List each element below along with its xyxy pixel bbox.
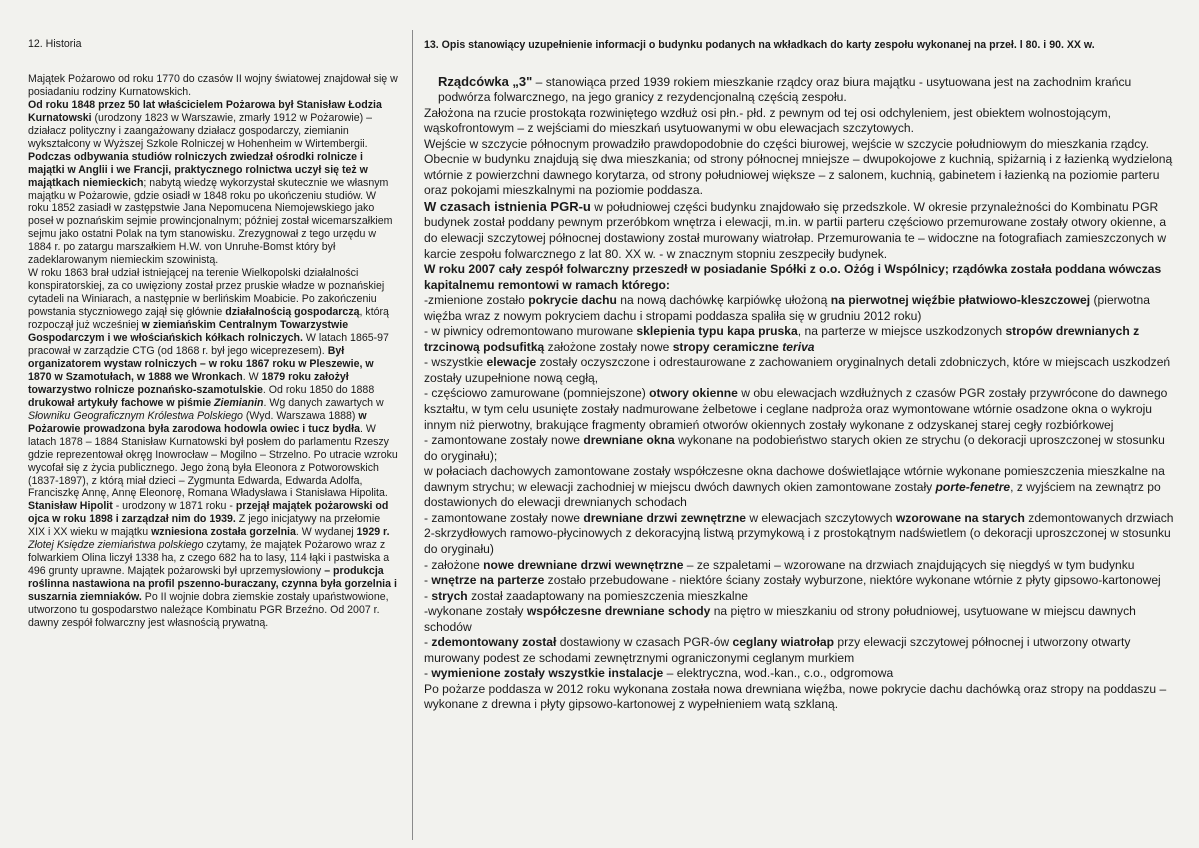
- text-run: – stanowiąca przed 1939 rokiem mieszkanie rządcy oraz biura majątku - usytuowana jest na zachodnim krańcu podwórza folwarcznego, na jego granicy z rezydencjonalną częścią zespołu.: [438, 74, 1132, 105]
- description-paragraph: [424, 293, 1176, 324]
- text-run: . Od roku 1850 do 1888: [262, 383, 375, 396]
- text-run: Majątek Pożarowo od roku 1770 do czasów II wojny światowej znajdował się w posiadaniu rodziny Kurnatowskich.: [28, 72, 398, 98]
- text-run: Z jego inicjatywy na przełomie XIX i XX wieku w majątku: [28, 513, 381, 539]
- text-run: W roku 2007 cały zespół folwarczny przeszedł w posiadanie Spółki z o.o. Ożóg i Wspólnicy; rządówka została poddana wówczas kapitalnemu remontowi w ramach którego:: [424, 262, 1162, 292]
- description-paragraph: [424, 573, 1176, 589]
- history-paragraph: [28, 267, 398, 630]
- text-run: w Pożarowie prowadzona była zarodowa hodowla owiec i tucz bydła: [28, 409, 367, 435]
- text-run: -: [424, 573, 432, 588]
- description-paragraph: [424, 464, 1176, 511]
- text-run: wymienione zostały wszystkie instalacje: [431, 666, 664, 681]
- text-run: elewacje: [486, 355, 537, 370]
- text-run: stropy ceramiczne: [672, 339, 783, 354]
- description-paragraph: [424, 604, 1176, 635]
- text-run: 1879 roku założył towarzystwo rolnicze poznańsko-szamotulskie: [28, 370, 349, 396]
- text-run: - częściowo zamurowane (pomniejszone): [424, 386, 650, 401]
- text-run: przejął majątek pożarowski od ojca w roku 1898 i zarządzał nim do 1939.: [28, 500, 389, 526]
- text-run: drewniane drzwi zewnętrzne: [583, 510, 746, 525]
- text-run: - urodzony w 1871 roku -: [112, 500, 236, 513]
- text-run: w połaciach dachowych zamontowane zostały współczesne okna dachowe doświetlające wtórnie wykonane pomieszczenia mieszkalne na dawnym strychu; w elewacji zachodniej w miejscu dwóch dawnych okien zamontowane zostały: [424, 464, 1165, 494]
- text-run: (pierwotna więźba wraz z nowym pokryciem dachu i stropami poddasza spaliła się w grudniu 2012 roku): [424, 293, 1150, 323]
- text-run: . Wg danych zawartych w: [263, 396, 384, 409]
- description-paragraph: [424, 137, 1176, 199]
- text-run: Po pożarze poddasza w 2012 roku wykonana została nowa drewniana więźba, nowe pokrycie dachu dachówką oraz stropy na poddaszu – wykonane z drewna i płyty gipsowo-kartonowej z wypełnieniem watą szklaną.: [424, 681, 1167, 712]
- description-paragraph: [424, 199, 1176, 262]
- description-paragraph: [424, 74, 1176, 106]
- text-run: otwory okienne: [649, 386, 738, 401]
- text-run: Złotej Księdze ziemiaństwa polskiego: [28, 539, 204, 552]
- text-run: na nową dachówkę karpiówkę ułożoną: [616, 293, 831, 308]
- text-run: -: [424, 635, 432, 650]
- text-run: - założone: [424, 557, 484, 572]
- text-run: (urodzony 1823 w Warszawie, zmarły 1912 w Pożarowie) – działacz polityczny i zaangażowany działacz gospodarczy, ziemianin wykształcony w Wyższej Szkole Rolniczej w Hohenheim w Wirtembergii.: [28, 111, 373, 150]
- text-run: Rządcówka „3": [438, 73, 533, 89]
- description-paragraph: [424, 355, 1176, 386]
- history-paragraph: [28, 99, 398, 267]
- history-paragraph: [28, 73, 398, 99]
- text-run: W czasach istnienia PGR-u: [424, 198, 591, 214]
- text-run: . W latach 1878 – 1884 Stanisław Kurnatowski był posłem do parlamentu Rzeszy gdzie reprezentował okręg Inowrocław – Mogilno – Strzelno. Po utracie wzroku wycofał się z życia publicznego. Jego żoną była Eleonora z Potworowskich (1837-1897), z którą miał dzieci – Zygmunta Edwarda, Edwarda Adolfa, Franciszkę Annę, Annę Eleonorę, Romana Władysława i Stanisława Hipolita.: [28, 422, 398, 500]
- text-run: -: [424, 666, 432, 681]
- text-run: - zamontowane zostały nowe: [424, 510, 584, 525]
- text-run: Od roku 1848 przez 50 lat właścicielem Pożarowa był Stanisław Łodzia Kurnatowski: [28, 98, 382, 124]
- text-run: wnętrze na parterze: [431, 573, 545, 588]
- text-run: Słowniku Geograficznym Królestwa Polskiego: [28, 409, 243, 422]
- text-run: , z wyjściem na zewnątrz po dostawionych do elewacji drewnianych schodach: [424, 479, 1161, 510]
- text-run: Był organizatorem wystaw rolniczych – w roku 1867 roku w Pleszewie, w 1870 w Szamotułach, w 1888 we Wronkach: [28, 344, 374, 383]
- text-run: – produkcja roślinna nastawiona na profil pszenno-buraczany, czynna była gorzelnia i suszarnia ziemniaków.: [28, 565, 397, 604]
- text-run: sklepienia typu kapa pruska: [636, 324, 798, 339]
- description-paragraph: [424, 666, 1176, 682]
- text-run: Podczas odbywania studiów rolniczych zwiedzał ośrodki rolnicze i majątki w Anglii i we Francji, praktycznego rolnictwa uczył się też w majątkach niemieckich: [28, 150, 368, 189]
- text-run: Wejście w szczycie północnym prowadziło prawdopodobnie do części biurowej, wejście w szczycie południowym do mieszkania rządcy. Obecnie w budynku znajdują się dwa mieszkania; od strony północnej mniejsze – dwupokojowe z kuchnią, spiżarnią i z łazienką wydzieloną wtórnie z powierzchni dawnego korytarza, od strony południowej większe – z salonem, kuchnią, gabinetem i łazienką na poziomie parteru oraz pokojami mieszkalnymi na poziomie poddasza.: [424, 136, 1173, 198]
- text-run: działalnością gospodarczą: [225, 306, 360, 319]
- text-run: - w piwnicy odremontowano murowane: [424, 324, 637, 339]
- text-run: został zaadaptowany na pomieszczenia mieszkalne: [467, 588, 749, 603]
- text-run: w elewacjach szczytowych: [745, 510, 896, 525]
- text-run: wykonane na podobieństwo starych okien ze strychu (o dekoracji uproszczonej w stosunku do oryginału);: [424, 433, 1165, 463]
- text-run: w ziemiańskim Centralnym Towarzystwie Gospodarczym i we włościańskich kółkach rolniczych.: [28, 319, 349, 345]
- description-paragraph: [424, 262, 1176, 293]
- text-run: zostało przebudowane - niektóre ściany zostały wyburzone, niektóre wykonane wtórnie z płyty gipsowo-kartonowej: [544, 573, 1161, 588]
- text-run: na piętro w mieszkaniu od strony południowej, usytuowane w miejscu dawnych schodów: [424, 604, 1136, 634]
- text-run: w obu elewacjach wzdłużnych z czasów PGR zostały przywrócone do dawnego kształtu, w tym celu usunięte zostały nadmurowane żelbetowe i ceglane nadproża oraz wymontowane wtórnie osadzone okna o wykroju innym niż pierwotny, brakujące fragmenty obramień otworów okiennych zostały wykonane z odzyskanej starej cegły rozbiórkowej: [424, 386, 1168, 432]
- text-run: 1929 r.: [356, 526, 390, 539]
- text-run: Założona na rzucie prostokąta rozwiniętego wzdłuż osi płn.- płd. z pewnym od tej osi odchyleniem, jest obiektem wolnostojącym, wąskofrontowym – z wejściami do mieszkań usytuowanymi w obu elewacjach szczytowych.: [424, 105, 1111, 136]
- column-divider: [412, 30, 413, 840]
- text-run: czytamy, że majątek Pożarowo wraz z folwarkiem Olina liczył 1338 ha, z czego 682 ha to lasy, 114 łąki i pastwiska a 496 grunty uprawne. Majątek pożarowski był uprzemysłowiony: [28, 539, 390, 578]
- text-run: - wszystkie: [424, 355, 487, 370]
- text-run: W latach 1865-97 pracował w zarządzie CTG (od 1868 r. był jego wiceprezesem).: [28, 332, 389, 357]
- text-run: porte-fenetre: [935, 479, 1011, 494]
- text-run: teriva: [782, 339, 815, 354]
- description-paragraph: [424, 558, 1176, 574]
- text-run: – ze szpaletami – wzorowane na drzwiach znajdujących się niegdyś w tym budynku: [683, 557, 1135, 572]
- text-run: założone zostały nowe: [544, 339, 673, 354]
- description-column: [424, 38, 1176, 838]
- history-heading: 12. Historia: [28, 38, 82, 50]
- description-paragraph: [424, 511, 1176, 558]
- text-run: . W: [242, 370, 262, 383]
- text-run: , którą rozpoczął już wcześniej: [28, 306, 389, 332]
- text-run: . W wydanej: [295, 526, 357, 539]
- text-run: współczesne drewniane schody: [526, 604, 711, 619]
- text-run: -: [424, 588, 432, 603]
- description-paragraph: [424, 589, 1176, 605]
- text-run: Po II wojnie dobra ziemskie zostały upaństwowione, utworzono tu gospodarstwo należące Kombinatu PGR Brzeźno. Od 2007 r. dawny zespół folwarczny jest własnością prywatną.: [28, 591, 389, 629]
- text-run: drewniane okna: [583, 433, 675, 448]
- text-run: nowe drewniane drzwi wewnętrzne: [483, 557, 684, 572]
- description-paragraph: [424, 106, 1176, 137]
- text-run: W roku 1863 brał udział istniejącej na terenie Wielkopolski działalności konspiratorskiej, za co uwięziony został przez pruskie władze w poznańskiej cytadeli na Winiarach, a następnie w berlińskim Moabicie. Po zakończeniu powstania styczniowego zajął się głównie: [28, 267, 385, 319]
- text-run: ; nabytą wiedzę wykorzystał skutecznie we własnym majątku w Pożarowie, gdzie osiadł w 1848 roku po ukończeniu studiów. W roku 1852 zasiadł w zastępstwie Jana Nepomucena Niemojewskiego jako poseł w poznańskim sejmie prowincjonalnym; później został wicemarszałkiem sejmu jako ostatni Polak na tym stanowisku. Zrezygnował z tego urzędu w 1884 r. po zatargu marszałkiem H.W. von Unruhe-Bomst który był zadeklarowanym niemieckim szowinistą.: [28, 176, 393, 267]
- text-run: wzorowane na starych: [895, 510, 1025, 525]
- text-run: strych: [431, 588, 468, 603]
- history-column: [28, 38, 398, 838]
- text-run: – elektryczna, wod.-kan., c.o., odgromowa: [663, 666, 894, 681]
- text-run: ceglany wiatrołap: [732, 635, 834, 650]
- description-paragraph: [424, 635, 1176, 666]
- description-paragraph: [424, 386, 1176, 433]
- text-run: - zamontowane zostały nowe: [424, 433, 584, 448]
- description-heading: 13. Opis stanowiący uzupełnienie informacji o budynku podanych na wkładkach do karty zespołu wykonanej na przeł. l 80. i 90. XX w.: [424, 39, 1095, 51]
- text-run: dostawiony w czasach PGR-ów: [556, 635, 733, 650]
- description-paragraph: [424, 433, 1176, 464]
- text-run: na pierwotnej więźbie płatwiowo-kleszczowej: [830, 293, 1091, 308]
- text-run: pokrycie dachu: [528, 293, 617, 308]
- text-run: (Wyd. Warszawa 1888): [242, 409, 359, 422]
- text-run: zdemontowany został: [431, 635, 557, 650]
- text-run: Ziemianin: [214, 396, 264, 409]
- text-run: w południowej części budynku znajdowało się przedszkole. W okresie przynależności do Kombinatu PGR budynek został poddany pewnym przeróbkom wnętrza i elewacji, m.in. w partii parteru częściowo przemurowane zostały otwory okienne, a do elewacji szczytowej północnej dostawiony został murowany wiatrołap. Przemurowania te – widoczne na fotografiach zamieszczonych w karcie zespołu folwarcznego z lat 80. XX w. - w znacznym stopniu zeszpeciły budynek.: [424, 199, 1167, 261]
- text-run: wzniesiona została gorzelnia: [151, 526, 296, 539]
- text-run: stropów drewnianych z trzcinową podsufitką: [424, 324, 1140, 354]
- text-run: drukował artykuły fachowe w piśmie: [28, 396, 215, 409]
- text-run: zostały oczyszczone i odrestaurowane z zachowaniem oryginalnych detali zdobniczych, które w miejscach uszkodzeń zostały uzupełnione nową cegłą,: [424, 355, 1171, 385]
- description-paragraph: [424, 324, 1176, 355]
- text-run: -wykonane zostały: [424, 604, 527, 619]
- text-run: zdemontowanych drzwiach 2-skrzydłowych ramowo-płycinowych z dekoracyjną listwą przymykową i z prostokątnym nadświetlem (o dekoracji uproszczonej w stosunku do oryginału): [424, 510, 1174, 556]
- description-paragraph: [424, 682, 1176, 713]
- text-run: , na parterze w miejsce uszkodzonych: [797, 324, 1006, 339]
- text-run: przy elewacji szczytowej północnej i utworzony otwarty murowany podest ze schodami zewnętrznymi ograniczonymi ceglanym murkiem: [424, 635, 1131, 665]
- text-run: -zmienione zostało: [424, 293, 529, 308]
- text-run: Stanisław Hipolit: [28, 500, 113, 513]
